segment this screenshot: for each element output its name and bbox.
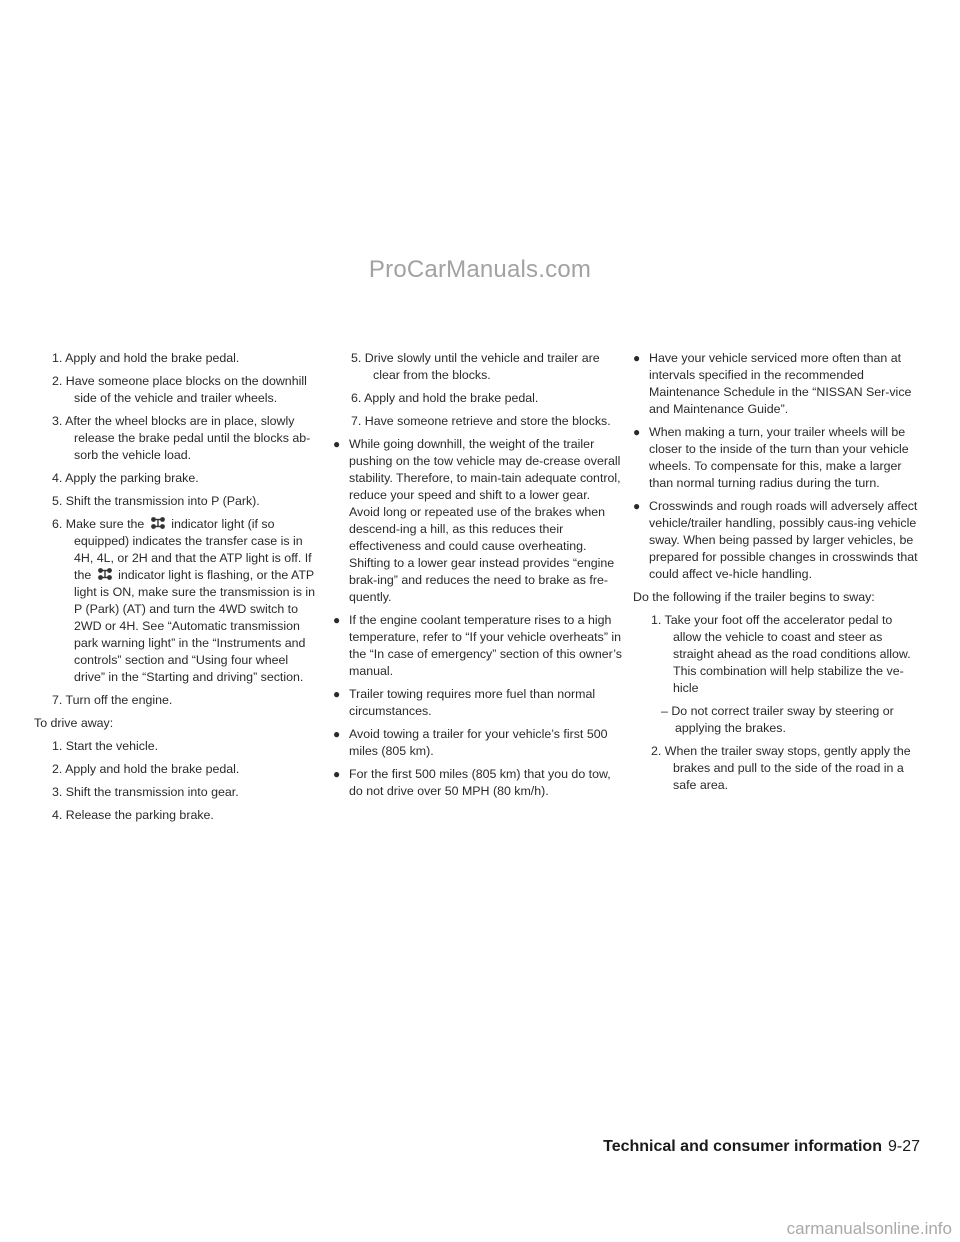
drive-step-1: 1. Start the vehicle.	[52, 739, 159, 753]
watermark-top: ProCarManuals.com	[368, 256, 592, 283]
bullet-service	[633, 350, 920, 418]
bullet-speed-limit-text: For the first 500 miles (805 km) that you do tow, do not drive over 50 MPH (80 km/h).	[349, 767, 611, 798]
step-4: 4. Apply the parking brake.	[52, 471, 199, 485]
step-2: 2. Have someone place blocks on the downhill side of the vehicle and trailer wheels.	[52, 374, 307, 405]
step-7: 7. Turn off the engine.	[52, 693, 173, 707]
bullet-fuel	[333, 686, 622, 720]
drive-step-4: 4. Release the parking brake.	[52, 808, 214, 822]
step-6-cont: 6. Apply and hold the brake pedal.	[351, 391, 539, 405]
bullet-icon: ●	[333, 437, 341, 451]
bullet-turn-text: When making a turn, your trailer wheels will be closer to the inside of the turn than your vehicle wheels. To compensate for this, make a larger than normal turning radius during the turn.	[649, 425, 909, 490]
bullet-crosswinds-text: Crosswinds and rough roads will adversely affect vehicle/trailer handling, possibly caus-ing vehicle sway. When being passed by larger vehicles, be prepared for possible changes in crosswinds that could affect ve-hicle handling.	[649, 499, 918, 581]
page-number: 9-27	[887, 1138, 920, 1155]
step-6-part-a: 6. Make sure the	[52, 517, 145, 531]
page-footer	[603, 1138, 920, 1156]
bullet-fuel-text: Trailer towing requires more fuel than normal circumstances.	[349, 687, 596, 718]
bullet-downhill	[333, 436, 622, 606]
step-3: 3. After the wheel blocks are in place, slowly release the brake pedal until the blocks ab-sorb the vehicle load.	[52, 414, 311, 462]
sway-step-1-note: – Do not correct trailer sway by steering or applying the brakes.	[661, 704, 894, 735]
bullet-icon: ●	[333, 687, 341, 701]
step-5-cont: 5. Drive slowly until the vehicle and trailer are clear from the blocks.	[351, 351, 600, 382]
bullet-coolant	[333, 612, 622, 680]
step-6	[34, 516, 322, 686]
bullet-turn	[633, 424, 920, 492]
drive-away-heading: To drive away:	[34, 716, 114, 730]
column-2	[333, 350, 622, 806]
bullet-icon: ●	[333, 727, 341, 741]
step-6-part-c: indicator light is flashing, or the ATP light is ON, make sure the transmission is in P (Park) (AT) and turn the 4WD switch to 2WD or 4H. See “Automatic transmission park warning light” in the “Instruments and controls” section and “Using four wheel drive” in the “Starting and driving” section.	[74, 568, 316, 684]
step-6-part-b: indicator light (if so equipped) indicates the transfer case is in 4H, 4L, or 2H and that the ATP light is off. If the	[74, 517, 312, 582]
bullet-first-500	[333, 726, 622, 760]
sway-step-1: 1. Take your foot off the accelerator pedal to allow the vehicle to coast and steer as straight ahead as the road conditions allow. This combination will help stabilize the ve-hicle	[651, 613, 911, 695]
sway-intro: Do the following if the trailer begins to sway:	[633, 590, 875, 604]
bullet-downhill-text: While going downhill, the weight of the trailer pushing on the tow vehicle may de-crease overall stability. Therefore, to main-tain adequate control, reduce your speed and shift to a lower gear. Avoid long or repeated use of the brakes when descend-ing a hill, as this reduces their effectiveness and could cause overheating. Shifting to a lower gear instead provides “engine brak-ing” and reduces the need to brake as fre-quently.	[349, 437, 621, 604]
bullet-first-500-text: Avoid towing a trailer for your vehicle’s first 500 miles (805 km).	[349, 727, 608, 758]
section-title: Technical and consumer information	[603, 1138, 882, 1155]
bullet-icon: ●	[633, 425, 641, 439]
bullet-icon: ●	[633, 351, 641, 365]
bullet-icon: ●	[333, 613, 341, 627]
bullet-icon: ●	[333, 767, 341, 781]
sway-step-2: 2. When the trailer sway stops, gently apply the brakes and pull to the side of the road in a safe area.	[651, 744, 911, 792]
column-1	[34, 350, 322, 830]
drive-step-3: 3. Shift the transmission into gear.	[52, 785, 239, 799]
step-5: 5. Shift the transmission into P (Park).	[52, 494, 260, 508]
bullet-coolant-text: If the engine coolant temperature rises to a high temperature, refer to “If your vehicle overheats” in the “In case of emergency” section of this owner’s manual.	[349, 613, 622, 678]
bullet-icon: ●	[633, 499, 641, 513]
bullet-speed-limit	[333, 766, 622, 800]
step-1: 1. Apply and hold the brake pedal.	[52, 351, 240, 365]
4wd-indicator-icon	[150, 516, 166, 530]
bullet-crosswinds	[633, 498, 920, 583]
drive-step-2: 2. Apply and hold the brake pedal.	[52, 762, 240, 776]
4wd-indicator-icon	[97, 567, 113, 581]
column-3	[633, 350, 920, 800]
bullet-service-text: Have your vehicle serviced more often than at intervals specified in the recommended Maintenance Schedule in the “NISSAN Ser-vice and Maintenance Guide”.	[649, 351, 912, 416]
watermark-bottom: carmanualsonline.info	[786, 1219, 952, 1238]
step-7-cont: 7. Have someone retrieve and store the blocks.	[351, 414, 611, 428]
